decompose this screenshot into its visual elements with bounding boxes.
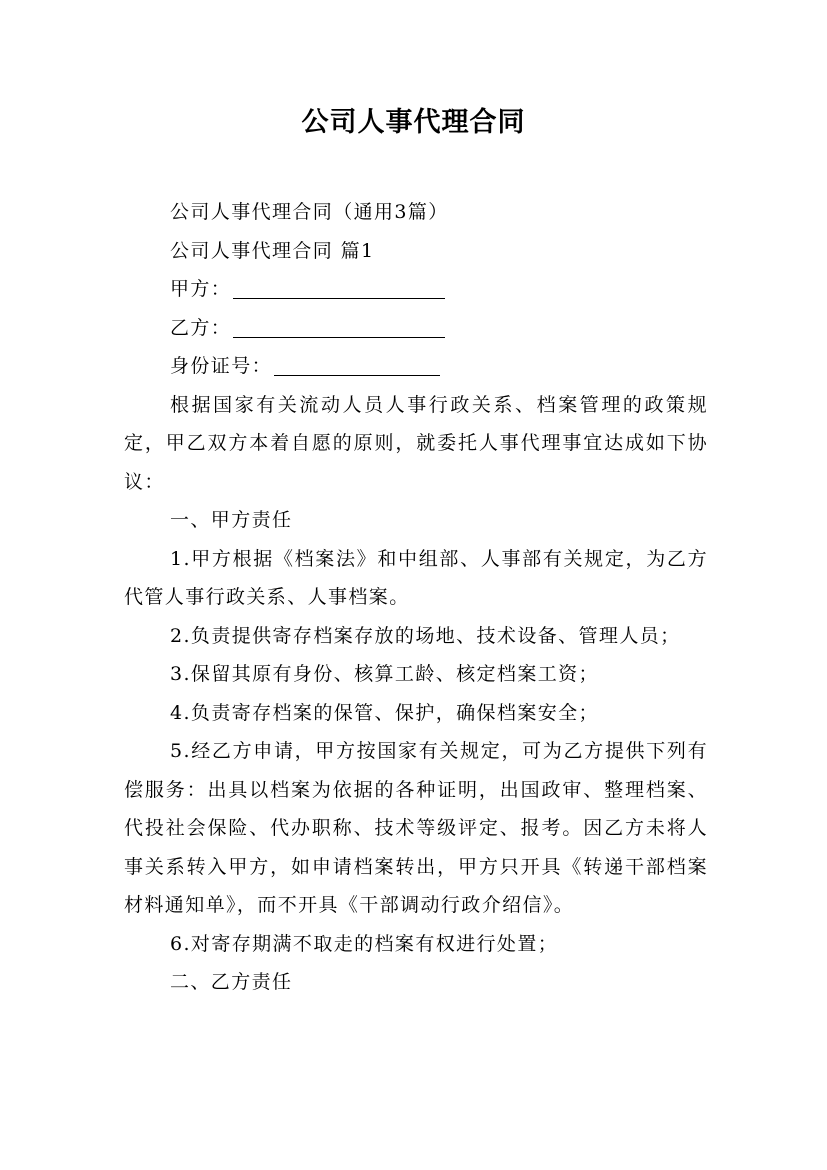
party-a-label: 甲方： bbox=[170, 278, 232, 300]
party-a-field bbox=[124, 270, 708, 309]
clause-2: 2.负责提供寄存档案存放的场地、技术设备、管理人员； bbox=[170, 624, 681, 647]
party-b-label: 乙方： bbox=[170, 316, 232, 339]
clause-4: 4.负责寄存档案的保管、保护，确保档案安全； bbox=[170, 701, 599, 724]
clause-1: 1.甲方根据《档案法》和中组部、人事部有关规定，为乙方代管人事行政关系、人事档案。 bbox=[124, 547, 708, 608]
document-body bbox=[124, 193, 708, 1002]
intro-paragraph: 根据国家有关流动人员人事行政关系、档案管理的政策规定，甲乙双方本着自愿的原则，就委托人事代理事宜达成如下协议： bbox=[124, 393, 708, 493]
party-b-field bbox=[124, 309, 708, 348]
id-number-field bbox=[124, 347, 708, 386]
id-number-label: 身份证号： bbox=[170, 355, 273, 377]
section-heading: 公司人事代理合同 篇1 bbox=[170, 239, 375, 262]
id-number-blank-line bbox=[274, 353, 440, 376]
clause-3: 3.保留其原有身份、核算工龄、核定档案工资； bbox=[170, 663, 599, 685]
heading-party-b-duties: 二、乙方责任 bbox=[170, 971, 293, 993]
clause-6: 6.对寄存期满不取走的档案有权进行处置； bbox=[170, 932, 559, 955]
party-a-blank-line bbox=[233, 276, 445, 299]
document-title: 公司人事代理合同 bbox=[301, 107, 526, 138]
party-b-blank-line bbox=[233, 315, 445, 338]
clause-5: 5.经乙方申请，甲方按国家有关规定，可为乙方提供下列有偿服务：出具以档案为依据的各种证明，出国政审、整理档案、代投社会保险、代办职称、技术等级评定、报考。因乙方未将人事关系转入甲方，如申请档案转出，甲方只开具《转递干部档案材料通知单》，而不开具《干部调动行政介绍信》。 bbox=[124, 740, 708, 916]
heading-party-a-duties: 一、甲方责任 bbox=[170, 509, 293, 531]
document-subtitle: 公司人事代理合同（通用3篇） bbox=[170, 201, 449, 223]
